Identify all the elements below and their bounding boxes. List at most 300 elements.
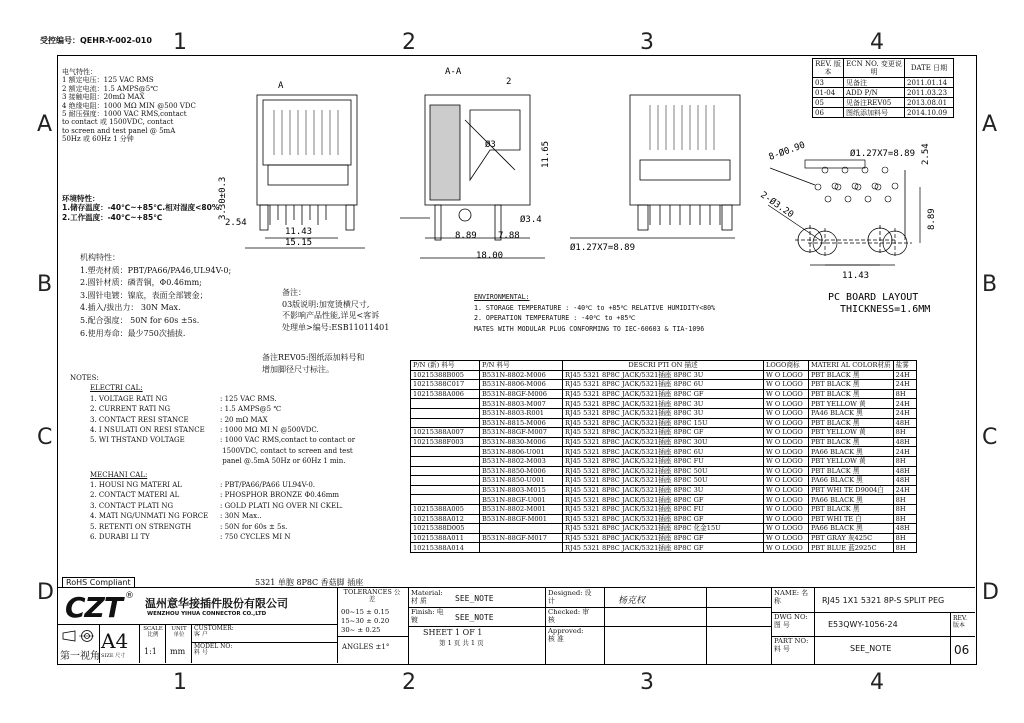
svg-text:8.89: 8.89 [455, 231, 477, 241]
parts-header: 盐雾 [893, 361, 916, 371]
parts-cell: W O LOGO [764, 476, 809, 486]
rev-label: REV. 版本 [953, 615, 968, 629]
parts-cell: PBT BLACK 黑 [809, 389, 894, 399]
parts-cell: B531N-88GF-M001 [480, 514, 563, 524]
note-key: 4. MATI NG/UNMATI NG FORCE [90, 512, 209, 521]
parts-cell: PA66 BLACK 黑 [809, 447, 894, 457]
parts-cell: 8H [893, 389, 916, 399]
note-val: : 20 mΩ MAX [220, 415, 268, 424]
parts-row [411, 408, 917, 418]
remark-line: 处理单>编号:ESB11011401 [282, 322, 390, 332]
parts-cell: W O LOGO [764, 399, 809, 409]
parts-row [411, 370, 917, 380]
parts-cell: RJ45 5321 8P8C JACK/5321插座 8P8C GF [563, 495, 764, 505]
parts-cell [411, 447, 480, 457]
parts-row [411, 418, 917, 428]
env-cn-title: 环境特性： [62, 194, 100, 203]
note-val: 1500VDC, contact to screen and test [220, 446, 353, 455]
parts-row [411, 389, 917, 399]
tolerance-line: 00~15 ± 0.15 [341, 608, 390, 616]
parts-cell: PA66 BLACK 黑 [809, 495, 894, 505]
note-key: 5. WI THSTAND VOLTAGE [90, 436, 185, 445]
parts-cell: RJ45 5321 8P8C JACK/5321插座 8P8C 15U [563, 418, 764, 428]
notes-elec-row [70, 456, 355, 466]
rev-cell: 01-04 [813, 88, 844, 98]
elec-cn-title: 电气特性： [62, 68, 97, 76]
parts-cell: PBT BLACK 黑 [809, 380, 894, 390]
remark-line: 备注： [282, 288, 306, 297]
model-label: MODEL NO: 料 号 [194, 643, 233, 657]
elec-cn-line: 2 额定电流：1.5 AMPS@5℃ [62, 84, 159, 93]
parts-cell: PBT YELLOW 黄 [809, 399, 894, 409]
note-val: panel @.5mA 50Hz or 60Hz 1 min. [220, 457, 346, 466]
parts-cell: PBT BLUE 蓝2925C [809, 543, 894, 553]
parts-cell: 10215388D005 [411, 524, 480, 534]
env-cn-line: 2.工作温度：-40℃~+85℃ [62, 212, 163, 222]
parts-cell: 10215388F003 [411, 437, 480, 447]
notes-elec-row [70, 394, 355, 404]
parts-row [411, 476, 917, 486]
parts-cell: PBT BLACK 黑 [809, 466, 894, 476]
parts-row [411, 466, 917, 476]
mech-cn-block [80, 252, 231, 340]
parts-cell: W O LOGO [764, 428, 809, 438]
notes-mech-title: MECHANI CAL: [90, 470, 148, 479]
parts-cell: RJ45 5321 8P8C JACK/5321插座 8P8C 化金15U [563, 524, 764, 534]
mech-cn-line: 6.使用寿命：最少750次插拔. [80, 328, 186, 338]
note-key: 2. CONTACT MATERI AL [90, 491, 180, 500]
zone-left-a: A [37, 112, 53, 137]
note-key: 6. DURABI LI TY [90, 533, 150, 542]
rev-header-date: DATE 日期 [905, 59, 954, 78]
parts-cell: B531N-8803-M007 [480, 399, 563, 409]
angles-tolerance: ANGLES ±1° [342, 643, 390, 651]
material-label: Material: 材 质 [411, 589, 443, 605]
unit-label: UNIT 单位 [171, 626, 187, 638]
zone-bottom-2: 2 [402, 670, 416, 695]
parts-cell: B531N-8802-M001 [480, 504, 563, 514]
environmental-line: MATES WITH MODULAR PLUG CONFORMING TO IEC-60603 & TIA-1096 [474, 324, 705, 333]
elec-cn-block [62, 68, 196, 144]
parts-cell: PBT GRAY 灰425C [809, 533, 894, 543]
parts-cell [411, 418, 480, 428]
svg-text:2.54: 2.54 [921, 143, 931, 165]
checked-label: Checked: 审 核 [548, 608, 590, 624]
parts-cell: W O LOGO [764, 524, 809, 534]
parts-cell: 10215388A005 [411, 504, 480, 514]
svg-text:Ø3: Ø3 [485, 140, 496, 150]
remark-line: 不影响产品性能,详见<客诉 [282, 311, 380, 320]
notes-elec-row [70, 404, 355, 414]
parts-cell: 10215388B005 [411, 370, 480, 380]
env-cn-line: 1.储存温度：-40℃~+85℃.相对湿度<80%. [62, 203, 223, 213]
notes-elec-row [70, 435, 355, 445]
elec-cn-line: 50Hz 或 60Hz 1 分钟 [62, 135, 134, 144]
parts-row [411, 495, 917, 505]
remarks-block [282, 287, 389, 333]
parts-cell: B531N-8806-M006 [480, 380, 563, 390]
revision-table [812, 58, 954, 118]
parts-cell: RJ45 5321 8P8C JACK/5321插座 8P8C 50U [563, 466, 764, 476]
zone-right-c: C [982, 425, 998, 450]
drawing-number: E53QWY-1056-24 [828, 620, 898, 629]
parts-cell: 8H [893, 543, 916, 553]
zone-right-d: D [982, 580, 999, 605]
rev-cell: 2014.10.09 [905, 108, 954, 118]
zone-left-d: D [37, 580, 54, 605]
technical-drawing [218, 60, 810, 290]
zone-bottom-1: 1 [173, 670, 187, 695]
parts-cell: W O LOGO [764, 504, 809, 514]
mech-cn-line: 3.圆针电镀：镍底，表面全部镀金； [80, 290, 208, 300]
zone-top-4: 4 [870, 30, 884, 55]
pcb-drawing [760, 140, 970, 325]
parts-cell: W O LOGO [764, 466, 809, 476]
parts-header: DESCRI PTI ON 描述 [563, 361, 764, 371]
rohs-label: RoHS Compliant [62, 577, 135, 588]
note-key: 1. HOUSI NG MATERI AL [90, 481, 182, 490]
approval-area [546, 588, 772, 664]
parts-cell: B531N-8803-M015 [480, 485, 563, 495]
environmental-line: 1. STORAGE TEMPERATURE : -40℃ to +85℃ RELATIVE HUMIDITY<80% [474, 303, 716, 312]
zone-right-a: A [982, 112, 998, 137]
parts-row [411, 447, 917, 457]
parts-cell: 24H [893, 408, 916, 418]
parts-cell: 48H [893, 437, 916, 447]
remark-rev05-line: 增加脚径尺寸标注。 [262, 365, 334, 374]
notes-block [70, 373, 355, 543]
note-key: 5. RETENTI ON STRENGTH [90, 522, 192, 531]
parts-cell: B531N-8850-M006 [480, 466, 563, 476]
note-val: : GOLD PLATI NG OVER NI CKEL. [220, 501, 343, 510]
zone-bottom-4: 4 [870, 670, 884, 695]
designed-label: Designed: 设 计 [548, 589, 592, 605]
parts-cell: RJ45 5321 8P8C JACK/5321插座 8P8C GF [563, 389, 764, 399]
svg-text:8.89: 8.89 [927, 208, 937, 230]
parts-cell: 8H [893, 514, 916, 524]
parts-cell: B531N-8803-R001 [480, 408, 563, 418]
parts-cell: W O LOGO [764, 370, 809, 380]
notes-elec-row [70, 415, 355, 425]
mech-cn-line: 1.塑壳材质：PBT/PA66/PA46,UL94V-0; [80, 265, 232, 275]
svg-text:2: 2 [506, 77, 512, 87]
parts-cell: 10215388A006 [411, 389, 480, 399]
zone-top-3: 3 [640, 30, 654, 55]
svg-text:3.30±0.3: 3.30±0.3 [218, 176, 228, 220]
logo-area: CZT ® 温州意华接插件股份有限公司 WENZHOU YIHUA CONNECTOR CO.,LTD [57, 588, 338, 625]
environmental-block [474, 292, 715, 334]
parts-cell: 8H [893, 504, 916, 514]
parts-cell [411, 476, 480, 486]
notes-mech-row [70, 501, 355, 511]
scale-value: 1:1 [144, 647, 157, 656]
parts-cell: W O LOGO [764, 495, 809, 505]
projection-cell [57, 625, 100, 663]
parts-cell: 24H [893, 447, 916, 457]
svg-text:18.00: 18.00 [476, 251, 504, 261]
svg-text:Ø1.27X7=8.89: Ø1.27X7=8.89 [570, 243, 636, 253]
svg-text:11.43: 11.43 [285, 227, 313, 237]
mech-cn-title: 机构特性： [80, 253, 120, 262]
parts-cell: RJ45 5321 8P8C JACK/5321插座 8P8C 30U [563, 437, 764, 447]
partno-label: PART NO: 料 号 [774, 637, 809, 653]
company-name-cn: 温州意华接插件股份有限公司 [145, 597, 288, 610]
parts-cell: RJ45 5321 8P8C JACK/5321插座 8P8C FU [563, 456, 764, 466]
rear-view [570, 95, 740, 238]
parts-cell: 24H [893, 380, 916, 390]
parts-cell: 24H [893, 370, 916, 380]
parts-cell: RJ45 5321 8P8C JACK/5321插座 8P8C GF [563, 514, 764, 524]
tolerance-line: 30~ ± 0.25 [341, 626, 381, 634]
rev-header-rev: REV. 版本 [813, 59, 844, 78]
parts-cell: 24H [893, 399, 916, 409]
parts-cell: PBT YELLOW 黄 [809, 428, 894, 438]
sheet-size: A4 [101, 629, 129, 653]
parts-cell: 10215388A007 [411, 428, 480, 438]
mech-cn-line: 5.配合强度： 50N for 60s ±5s. [80, 315, 200, 325]
remark-line: 03版说明:加宽烫横尺寸, [282, 299, 370, 309]
notes-mech-row [70, 532, 355, 542]
note-val: : PHOSPHOR BRONZE Φ0.46mm [220, 491, 340, 500]
parts-cell: RJ45 5321 8P8C JACK/5321插座 8P8C 3U [563, 485, 764, 495]
note-key: 3. CONTACT RESI STANCE [90, 415, 189, 424]
svg-text:2-Ø3.20: 2-Ø3.20 [758, 190, 796, 221]
zone-top-1: 1 [173, 30, 187, 55]
parts-cell [411, 495, 480, 505]
parts-cell: 8H [893, 533, 916, 543]
parts-cell: 8H [893, 495, 916, 505]
parts-cell: PBT YELLOW 黄 [809, 456, 894, 466]
parts-cell: W O LOGO [764, 437, 809, 447]
parts-cell: 48H [893, 418, 916, 428]
elec-cn-line: 1 额定电压：125 VAC RMS [62, 76, 154, 85]
parts-cell: W O LOGO [764, 380, 809, 390]
parts-cell: 48H [893, 524, 916, 534]
parts-cell: 24H [893, 485, 916, 495]
parts-cell: B531N-8802-M006 [480, 370, 563, 380]
finish-value: SEE_NOTE [455, 613, 494, 622]
tolerance-values [341, 608, 389, 635]
rev-header-ecn: ECN NO. 变更说明 [844, 59, 905, 78]
elec-cn-line: to screen and test panel @ 5mA [62, 126, 176, 135]
front-view [245, 95, 365, 248]
environmental-title: ENVIRONMENTAL: [474, 293, 530, 301]
pcb-title: PC BOARD LAYOUT [828, 292, 919, 303]
tolerance-line: 15~30 ± 0.20 [341, 617, 390, 625]
mech-cn-line: 2.圆针材质：磷青铜，Φ0.46mm; [80, 278, 202, 288]
product-cn: 5321 单胞 8P8C 香菇脚 插座 [255, 578, 364, 587]
parts-cell: B531N-8850-U001 [480, 476, 563, 486]
parts-cell: B531N-88GF-M006 [480, 389, 563, 399]
parts-cell: B531N-8830-M006 [480, 437, 563, 447]
parts-cell: RJ45 5321 8P8C JACK/5321插座 8P8C 50U [563, 476, 764, 486]
note-key: 4. I NSULATI ON RESI STANCE [90, 426, 205, 435]
zone-left-c: C [37, 425, 53, 450]
notes-mech-row [70, 490, 355, 500]
name-label: NAME: 名 称 [774, 589, 809, 605]
notes-title: NOTES: [70, 374, 99, 382]
parts-row [411, 533, 917, 543]
parts-row [411, 399, 917, 409]
parts-cell: PBT BLACK 黑 [809, 418, 894, 428]
size-cn: SIZE 尺寸 [101, 653, 126, 659]
pcb-thickness: THICKNESS=1.6MM [840, 304, 931, 315]
parts-cell: W O LOGO [764, 456, 809, 466]
parts-cell: W O LOGO [764, 418, 809, 428]
note-val: : 125 VAC RMS. [220, 394, 277, 403]
rev-value: 06 [954, 643, 970, 657]
parts-cell: B531N-8802-M003 [480, 456, 563, 466]
parts-cell [411, 456, 480, 466]
notes-mech-row [70, 511, 355, 521]
rev-cell: 2011.01.14 [905, 78, 954, 88]
parts-cell: PBT WHI TE 白 [809, 514, 894, 524]
part-number: SEE_NOTE [850, 644, 892, 653]
parts-table [410, 360, 917, 553]
control-number: 受控编号：QEHR-Y-002-010 [40, 36, 152, 45]
rev-cell: 05 [813, 98, 844, 108]
designer-signature: 杨克权 [618, 596, 646, 606]
note-val: : PBT/PA66/PA66 UL94V-0. [220, 481, 316, 490]
elec-cn-line: 4 绝缘电阻：1000 MΩ MIN @500 VDC [62, 101, 196, 110]
parts-cell [411, 466, 480, 476]
parts-cell [480, 524, 563, 534]
parts-cell: RJ45 5321 8P8C JACK/5321插座 8P8C GF [563, 428, 764, 438]
parts-cell: B531N-8815-M006 [480, 418, 563, 428]
elec-cn-line: 3 接触电阻：20mΩ MAX [62, 93, 145, 102]
rev-cell: 图纸添加料号 [844, 108, 905, 118]
parts-cell: B531N-88GF-M007 [480, 428, 563, 438]
svg-text:8-Ø0.90: 8-Ø0.90 [767, 140, 807, 163]
parts-cell: RJ45 5321 8P8C JACK/5321插座 8P8C GF [563, 543, 764, 553]
note-key: 1. VOLTAGE RATI NG [90, 394, 168, 403]
note-key: 2. CURRENT RATI NG [90, 405, 171, 414]
note-val: : 50N for 60s ± 5s. [220, 522, 288, 531]
material-value: SEE_NOTE [455, 594, 494, 603]
parts-cell: RJ45 5321 8P8C JACK/5321插座 8P8C 3U [563, 370, 764, 380]
parts-header: P/N (新) 料号 [411, 361, 480, 371]
remark-rev05-line: 备注REV05:图纸添加料号和 [262, 353, 365, 362]
parts-row [411, 380, 917, 390]
parts-cell: W O LOGO [764, 533, 809, 543]
zone-left-b: B [37, 272, 53, 297]
svg-text:7.88: 7.88 [498, 231, 520, 241]
parts-cell: 10215388A012 [411, 514, 480, 524]
parts-cell: PA66 BLACK 黑 [809, 476, 894, 486]
parts-cell: RJ45 5321 8P8C JACK/5321插座 8P8C 3U [563, 408, 764, 418]
parts-cell: PBT BLACK 黑 [809, 437, 894, 447]
section-label: A-A [445, 67, 462, 77]
environmental-line: 2. OPERATION TEMPERATURE : -40℃ to +85℃ [474, 314, 636, 322]
company-logo: CZT [65, 591, 122, 624]
zone-right-b: B [982, 272, 998, 297]
parts-header: P/N 料号 [480, 361, 563, 371]
parts-cell: RJ45 5321 8P8C JACK/5321插座 8P8C FU [563, 504, 764, 514]
svg-text:Ø3.4: Ø3.4 [520, 215, 542, 225]
elec-cn-line: to contact 或 1500VDC, contact [62, 118, 174, 127]
sheet-number: SHEET 1 OF 1 [423, 628, 483, 637]
parts-cell: 8H [893, 456, 916, 466]
unit-value: mm [170, 647, 186, 656]
parts-cell: PBT WHI TE D9004白 [809, 485, 894, 495]
note-val: : 1000 VAC RMS,contact to contact or [220, 436, 356, 445]
parts-cell: PA46 BLACK 黑 [809, 408, 894, 418]
parts-header: LOGO商标 [764, 361, 809, 371]
projection-symbol-icon [61, 629, 95, 643]
zone-top-2: 2 [402, 30, 416, 55]
parts-cell: RJ45 5321 8P8C JACK/5321插座 8P8C 3U [563, 399, 764, 409]
parts-cell: W O LOGO [764, 408, 809, 418]
parts-cell: 10215388C017 [411, 380, 480, 390]
parts-cell: 48H [893, 476, 916, 486]
parts-cell: W O LOGO [764, 543, 809, 553]
parts-cell: PBT BLACK 黑 [809, 370, 894, 380]
parts-row [411, 437, 917, 447]
rev-cell: 03 [813, 78, 844, 88]
parts-cell: W O LOGO [764, 389, 809, 399]
notes-elec-row [70, 425, 355, 435]
customer-label: CUSTOMER: 客 户 [194, 625, 234, 639]
parts-cell: RJ45 5321 8P8C JACK/5321插座 8P8C 6U [563, 380, 764, 390]
parts-row [411, 524, 917, 534]
material-area [409, 588, 546, 664]
parts-cell: 8H [893, 428, 916, 438]
parts-header: MATERI AL COLOR材质 [809, 361, 894, 371]
parts-cell: W O LOGO [764, 447, 809, 457]
parts-cell: RJ45 5321 8P8C JACK/5321插座 8P8C 6U [563, 447, 764, 457]
parts-cell: W O LOGO [764, 485, 809, 495]
parts-cell: B531N-8806-U001 [480, 447, 563, 457]
rev-cell: 见备注 [844, 78, 905, 88]
scale-label: SCALE 比例 [143, 626, 163, 638]
svg-text:15.15: 15.15 [285, 238, 313, 248]
note-val: : 30N Max.. [220, 512, 262, 521]
notes-elec-title: ELECTRI CAL: [90, 384, 143, 393]
svg-text:11.65: 11.65 [541, 140, 551, 168]
title-block [57, 587, 975, 664]
parts-cell [480, 543, 563, 553]
svg-text:Ø1.27X7=8.89: Ø1.27X7=8.89 [850, 149, 916, 159]
zone-bottom-3: 3 [640, 670, 654, 695]
rev-cell: ADD P/N [844, 88, 905, 98]
parts-cell: 48H [893, 466, 916, 476]
finish-label: Finish: 电 镀 [411, 608, 444, 624]
parts-row [411, 514, 917, 524]
rev-cell: 2011.03.23 [905, 88, 954, 98]
parts-cell [411, 485, 480, 495]
note-key: 3. CONTACT PLATI NG [90, 501, 174, 510]
svg-text:11.43: 11.43 [842, 271, 870, 281]
parts-cell: B531N-88GF-M017 [480, 533, 563, 543]
notes-elec-row [70, 446, 355, 456]
mech-cn-line: 4.插入/拔出力： 30N Max. [80, 303, 181, 313]
approved-label: Approved: 核 准 [548, 627, 584, 643]
parts-cell: 10215388A014 [411, 543, 480, 553]
tolerance-area [338, 588, 409, 664]
notes-mech-row [70, 480, 355, 490]
projection-label: 第一视角 [60, 651, 100, 662]
parts-cell: PBT BLACK 黑 [809, 504, 894, 514]
parts-cell: B531N-88GF-U001 [480, 495, 563, 505]
sheet-number-cn: 第 1 页 共 1 页 [439, 639, 484, 647]
scale-area [57, 625, 338, 663]
parts-row [411, 543, 917, 553]
parts-cell [411, 408, 480, 418]
svg-text:2.54: 2.54 [225, 218, 247, 228]
name-area [772, 588, 975, 664]
rev-cell: 见备注REV05 [844, 98, 905, 108]
parts-row [411, 428, 917, 438]
